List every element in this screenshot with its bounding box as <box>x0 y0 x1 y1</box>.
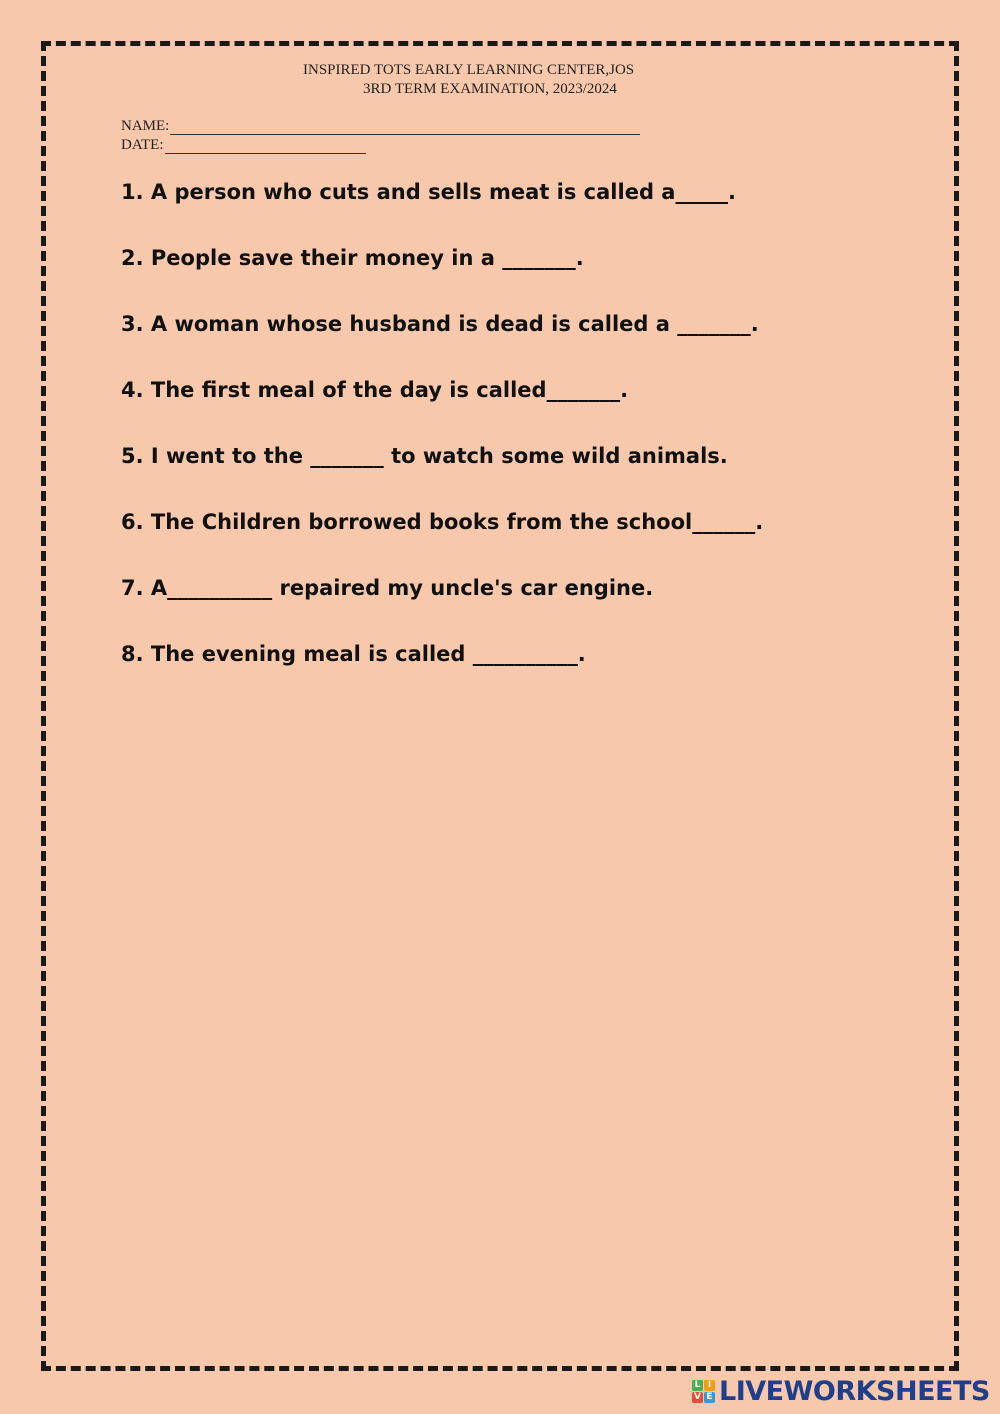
question-3: 3. A woman whose husband is dead is called a _______. <box>121 312 759 336</box>
name-field <box>121 118 640 135</box>
question-8: 8. The evening meal is called __________. <box>121 642 586 666</box>
liveworksheets-logo-icon: L I V E <box>692 1380 715 1403</box>
date-blank-line[interactable] <box>165 139 366 154</box>
date-field <box>121 137 366 154</box>
question-1: 1. A person who cuts and sells meat is called a_____. <box>121 180 736 204</box>
exam-title: 3RD TERM EXAMINATION, 2023/2024 <box>363 81 617 97</box>
liveworksheets-watermark <box>692 1376 990 1407</box>
school-name: INSPIRED TOTS EARLY LEARNING CENTER,JOS <box>303 62 635 78</box>
question-6: 6. The Children borrowed books from the school______. <box>121 510 764 534</box>
liveworksheets-brand: LIVEWORKSHEETS <box>719 1376 990 1407</box>
name-label: NAME: <box>121 118 170 134</box>
date-label: DATE: <box>121 137 164 153</box>
dashed-page-border <box>41 41 959 1371</box>
question-2: 2. People save their money in a _______. <box>121 246 584 270</box>
question-5: 5. I went to the _______ to watch some wild animals. <box>121 444 728 468</box>
question-7: 7. A__________ repaired my uncle's car engine. <box>121 576 654 600</box>
question-4: 4. The first meal of the day is called_______. <box>121 378 629 402</box>
name-blank-line[interactable] <box>170 120 640 135</box>
